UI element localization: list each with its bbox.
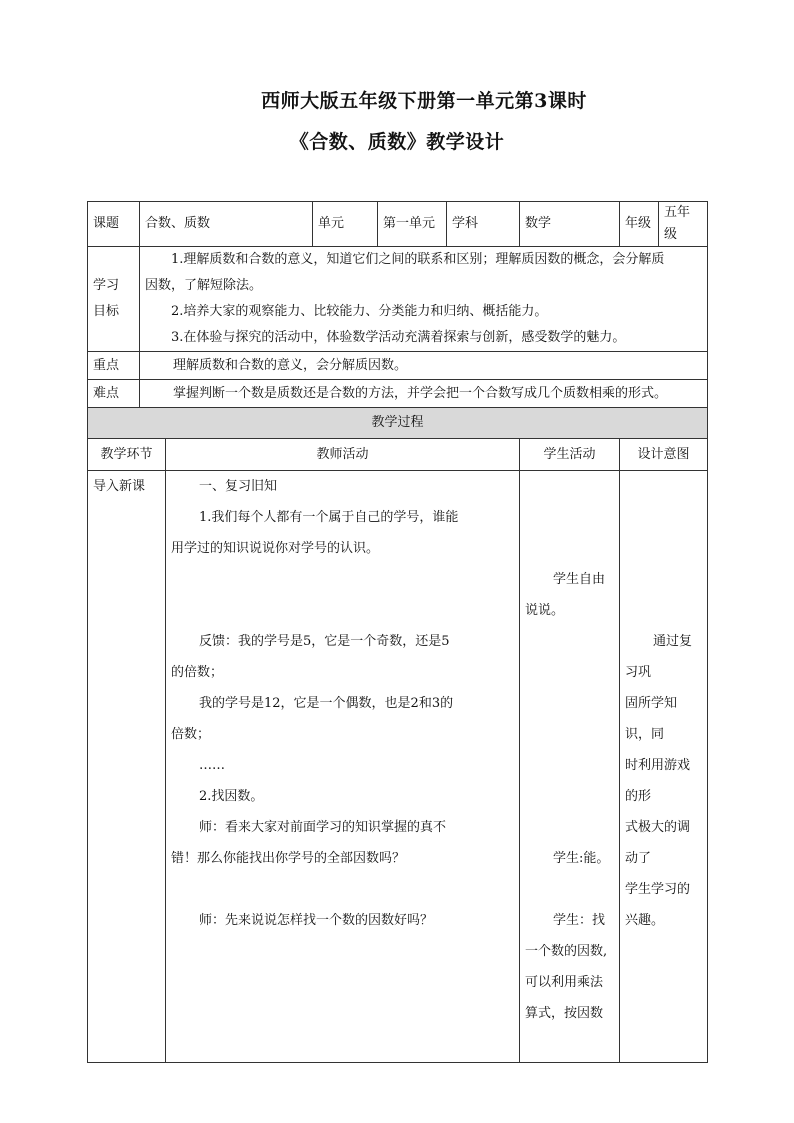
teacher-line: 师：先来说说怎样找一个数的因数好吗？: [199, 913, 434, 928]
col-student: 学生活动: [520, 439, 620, 471]
intent-line: 学生学习的兴趣。: [625, 882, 691, 928]
lesson-plan-table: [87, 201, 708, 1063]
stage-name: 导入新课: [93, 479, 146, 494]
unit-label: 单元: [313, 202, 378, 247]
grade-label: 年级: [620, 202, 659, 247]
process-header-row: [88, 408, 708, 439]
goals-row: [88, 247, 708, 352]
student-line: 说说。: [525, 603, 565, 618]
student-line: 可以利用乘法: [525, 975, 604, 990]
student-line: 一个数的因数,: [525, 944, 608, 959]
subject-label: 学科: [447, 202, 520, 247]
difficulty-row: [88, 380, 708, 408]
teacher-line: 倍数；: [171, 727, 211, 742]
student-activity: [520, 471, 620, 1063]
teacher-line: 1.我们每个人都有一个属于自己的学号，谁能: [199, 510, 459, 525]
teacher-line: 错！那么你能找出你学号的全部因数吗？: [171, 851, 406, 866]
goal-1-cont: 因数，了解短除法。: [145, 278, 263, 293]
goal-1: 1.理解质数和合数的意义，知道它们之间的联系和区别；理解质因数的概念，会分解质: [171, 252, 665, 267]
teacher-line: 一、复习旧知: [199, 479, 278, 494]
column-header-row: [88, 439, 708, 471]
info-row: [88, 202, 708, 247]
unit-value: 第一单元: [378, 202, 447, 247]
goals-label-line1: 学习: [93, 278, 120, 293]
key-point-text: 理解质数和合数的意义，会分解质因数。: [140, 352, 708, 380]
subject-value: 数学: [520, 202, 620, 247]
col-intent: 设计意图: [620, 439, 708, 471]
document-title: 西师大版五年级下册第一单元第3课时: [261, 90, 587, 112]
topic-label: 课题: [88, 202, 140, 247]
teacher-line: 的倍数；: [171, 665, 224, 680]
intent-line: 时利用游戏的形: [625, 758, 691, 804]
teacher-line: ……: [199, 758, 225, 773]
intent-line: 式极大的调动了: [625, 820, 691, 866]
col-teacher: 教师活动: [166, 439, 520, 471]
teacher-line: 2.找因数。: [199, 789, 264, 804]
intent-line: 固所学知识，同: [625, 696, 678, 742]
topic-value: 合数、质数: [140, 202, 313, 247]
goals-label: [88, 247, 140, 352]
difficulty-text: 掌握判断一个数是质数还是合数的方法，并学会把一个合数写成几个质数相乘的形式。: [140, 380, 708, 408]
teacher-line: 用学过的知识说说你对学号的认识。: [171, 541, 380, 556]
teacher-line: 反馈：我的学号是5，它是一个奇数，还是5: [199, 634, 450, 649]
key-point-label: 重点: [88, 352, 140, 380]
goals-content: [140, 247, 708, 352]
goals-label-line2: 目标: [93, 304, 120, 319]
student-line: 学生:能。: [553, 851, 610, 866]
student-line: 算式，按因数: [525, 1006, 604, 1021]
process-header: 教学过程: [88, 408, 708, 439]
goal-2: 2.培养大家的观察能力、比较能力、分类能力和归纳、概括能力。: [171, 304, 548, 319]
teacher-activity: [166, 471, 520, 1063]
student-line: 学生：找: [553, 913, 606, 928]
teacher-line: 师：看来大家对前面学习的知识掌握的真不: [199, 820, 447, 835]
student-line: 学生自由: [553, 572, 606, 587]
key-point-row: [88, 352, 708, 380]
intro-row: [88, 471, 708, 1063]
stage-cell: [88, 471, 166, 1063]
document-subtitle: 《合数、质数》教学设计: [289, 131, 505, 153]
difficulty-label: 难点: [88, 380, 140, 408]
goal-3: 3.在体验与探究的活动中，体验数学活动充满着探索与创新，感受数学的魅力。: [171, 330, 626, 345]
grade-value: 五年级: [659, 202, 708, 247]
intent-line: 通过复习巩: [625, 634, 693, 680]
design-intent: [620, 471, 708, 1063]
col-stage: 教学环节: [88, 439, 166, 471]
teacher-line: 我的学号是12，它是一个偶数，也是2和3的: [199, 696, 454, 711]
